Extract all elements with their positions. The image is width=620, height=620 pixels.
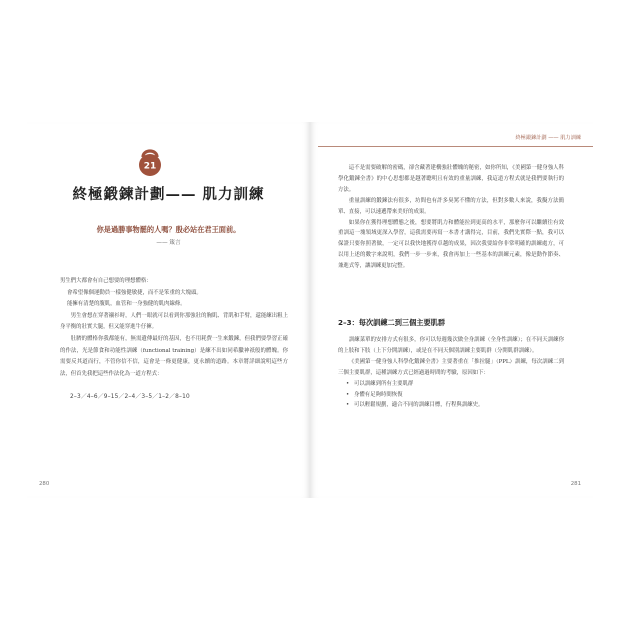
- header-rule: [318, 146, 593, 147]
- kettlebell-icon: [135, 145, 165, 177]
- left-page: [27, 122, 310, 498]
- paragraph: 會希望像個運動員一樣強健敏捷，而不是笨重的大塊頭。: [67, 289, 202, 296]
- page-number: 280: [39, 481, 50, 487]
- paragraph: 訓練菜單的安排方式有很多，你可以每週幾次做全身訓練（全身性訓練）；在不同天訓練你的上肢和下肢（上下分開訓練），或是在不同天個別訓練主要肌群（分開肌群訓練）。: [338, 337, 564, 354]
- training-formula: 2–3／4–6／9–15／2–4／3–5／1–2／8–10: [70, 394, 190, 400]
- section-heading: 2–3：每次訓練二到三個主要肌群: [338, 318, 446, 327]
- right-page: [310, 122, 593, 498]
- bullet-list: [338, 379, 564, 412]
- paragraph: 能擁有清楚的腹肌，血管和一身強健的肌肉線條。: [67, 301, 186, 308]
- list-item: • 身體有足夠時間恢復: [338, 390, 564, 401]
- chapter-badge-number: 21: [143, 161, 157, 172]
- page-number: 281: [570, 481, 581, 487]
- paragraph: 《美國第一健身強人科學化鍛鍊全書》主要著重在「推拉腿」（PPL）訓練，每次訓練二到三個主要肌群，這種訓練方式已經過過時間的考驗，原因如下：: [338, 358, 564, 376]
- section-body-text: [338, 335, 564, 411]
- left-body-text: [60, 276, 288, 380]
- paragraph: 男生會想在穿著襯衫時，人們一眼就可以看到你那強壯的胸肌、背肌和手臂，還能練出粗上身平衡的壯實大腿，但又能穿進牛仔褲。: [60, 312, 288, 331]
- epigraph-quote: 你是過勝事物罷的人嗎？殷必站在君王面前。: [96, 225, 241, 234]
- list-item: • 可以輕鬆規劃，適合不同的訓練目標，行程與訓練史。: [338, 400, 564, 411]
- right-body-text: [338, 163, 564, 272]
- list-item: • 可以訓練到所有主要肌群: [338, 379, 564, 390]
- epigraph-attribution: —— 箴言: [156, 240, 181, 246]
- chapter-title: 終極鍛鍊計劃—— 肌力訓練: [72, 187, 265, 203]
- paragraph: 男生們大都會有自己想要的理想體格：: [60, 278, 152, 284]
- paragraph: 這不是需要破解的密碼，卻含藏著建構強壯體魄的秘密，如你所知，《美國第一健身強人科學化鍛鍊全書》的中心思想都是越著聰明且有效的重量訓練，我這道方程式就是我們要執行的方法。: [338, 165, 564, 193]
- paragraph: 如果你在獲得理想體態之後，想要將肌力和體能拉到更高的水平，那麼你可以繼續往有效重訓這一塊領域更深入學習，這我需要再寫一本書才講得完，目前，我們先實際一點，我可以保證只要你照著做，一定可以我快地獲得卓越的成果，因次我要給你非常明確的訓練處方，可以用上述的數字來說明，我們一步一步來，我會再加上一些基本的訓練元素，像是動作節奏、兼進式等，讓訓練更加完整。: [338, 219, 564, 270]
- paragraph: 重量訓練的鍛鍊法有很多，坊間也有許多臭罵不懂的方法，但對多數人來說，我擬方法簡單、直接，可以速遞帶來美好的成果。: [338, 197, 564, 215]
- running-head: 終極鍛鍊計劃 —— 肌力訓練: [515, 135, 581, 141]
- paragraph: 肚臍的體格你我都能有，無需遺傳最好的基因，也不用耗費一生來鍛鍊，但我們要學習正確的作法，光是節食和功能性訓練（functional training）是練不出如同希臘神祇般的體魄。你需要反其道而行，不管你信不信，這會是一條更健康，更永續的道路。本章將詳細說明這些方法，但首先我把這些作法化為一道方程式：: [60, 335, 288, 377]
- book-spread: [27, 122, 593, 498]
